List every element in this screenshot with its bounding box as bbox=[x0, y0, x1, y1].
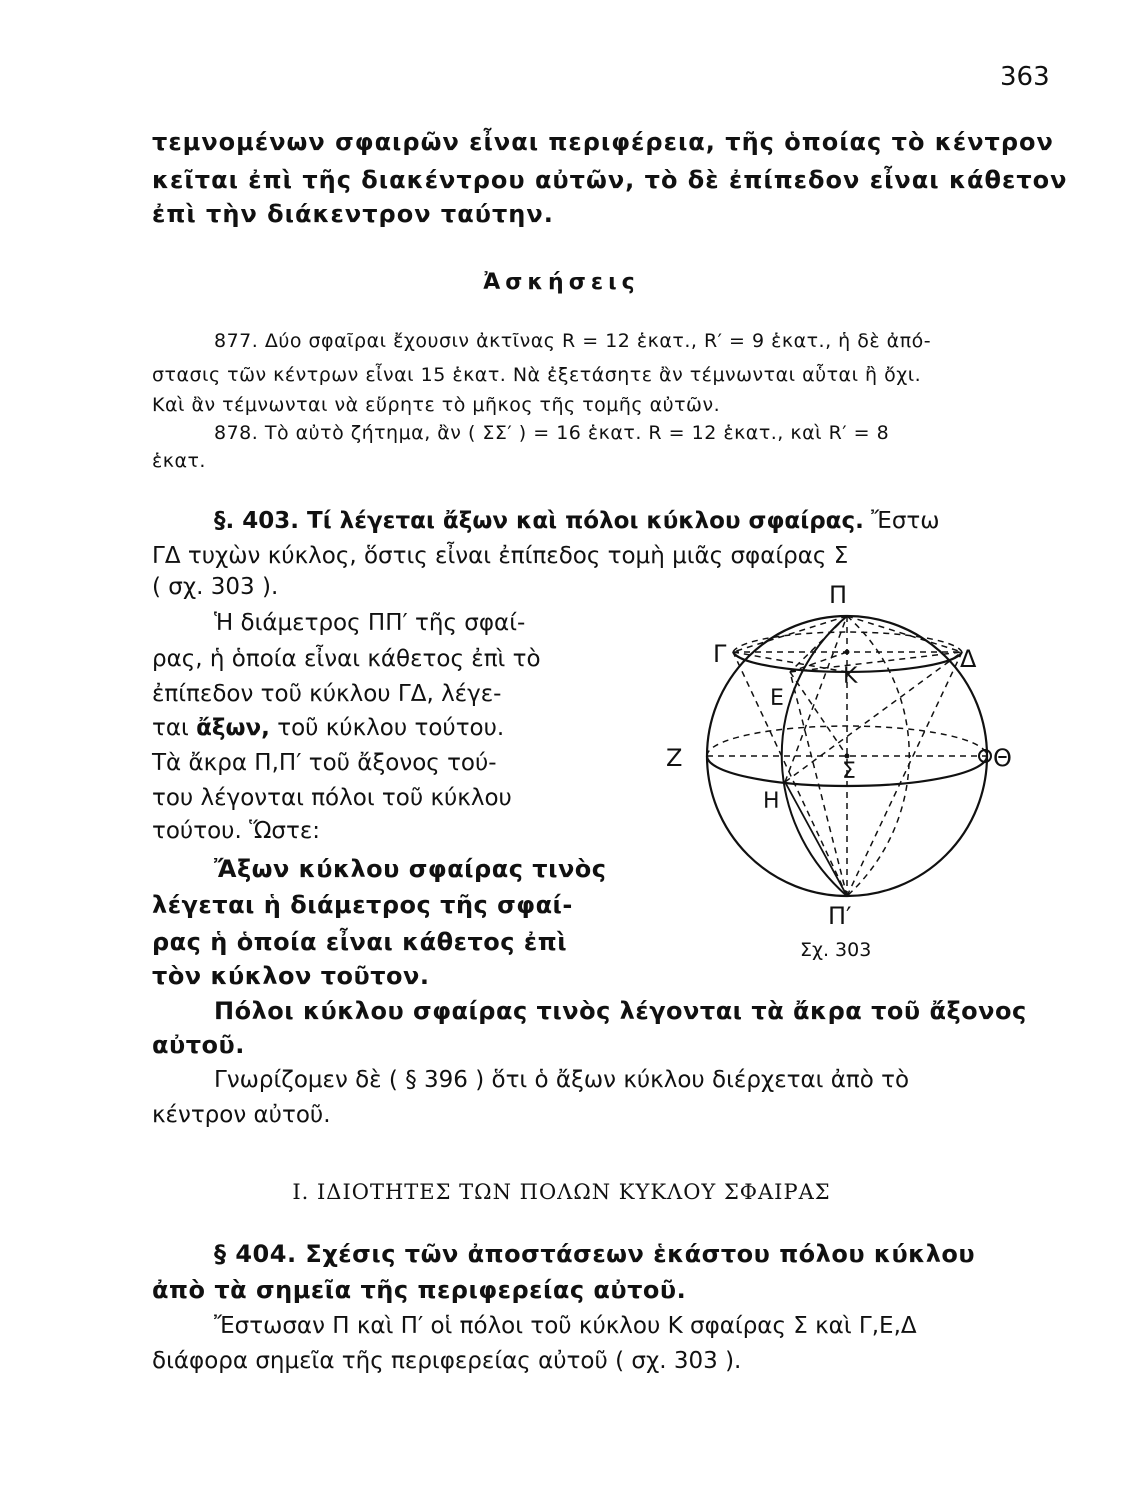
axis-definition-line-3: ρας ἡ ὁποία εἶναι κάθετος ἐπὶ bbox=[152, 928, 568, 956]
page-number: 363 bbox=[1000, 62, 1050, 92]
poles-definition-line-2: αὐτοῦ. bbox=[152, 1031, 245, 1059]
line-h-pp bbox=[785, 782, 847, 896]
label-p: Π bbox=[829, 581, 848, 609]
poles-definition-line-1: Πόλοι κύκλου σφαίρας τινὸς λέγονται τὰ ἄκρα τοῦ ἄξονος bbox=[214, 997, 1027, 1025]
exercise-877-line-1: 877. Δύο σφαῖραι ἔχουσιν ἀκτῖνας R = 12 ἑκατ., R′ = 9 ἑκατ., ἡ δὲ ἀπό- bbox=[214, 330, 932, 352]
intro-line-2: κεῖται ἐπὶ τῆς διακέντρου αὐτῶν, τὸ δὲ ἐπίπεδον εἶναι κάθετον bbox=[152, 166, 1068, 194]
exercise-877-line-3: Καὶ ἂν τέμνωνται νὰ εὕρητε τὸ μῆκος τῆς τομῆς αὐτῶν. bbox=[152, 394, 721, 416]
axis-definition-line-2: λέγεται ἡ διάμετρος τῆς σφαί- bbox=[152, 891, 573, 919]
label-h: Η bbox=[763, 789, 780, 814]
label-s: Σ bbox=[842, 759, 856, 784]
label-k: Κ bbox=[843, 664, 858, 689]
intro-line-3: ἐπὶ τὴν διάκεντρον ταύτην. bbox=[152, 200, 554, 228]
line-h-p bbox=[785, 616, 847, 782]
label-th: Θ bbox=[993, 744, 1012, 772]
section-404-heading-line-1: § 404. Σχέσις τῶν ἀποστάσεων ἑκάστου πόλου κύκλου bbox=[214, 1240, 976, 1268]
known-line-2: κέντρον αὐτοῦ. bbox=[152, 1102, 331, 1128]
line-e-d bbox=[790, 652, 962, 672]
center-k-point bbox=[845, 650, 850, 655]
exercise-878-line-1: 878. Τὸ αὐτὸ ζήτημα, ἂν ( ΣΣ′ ) = 16 ἑκατ. R = 12 ἑκατ., καὶ R′ = 8 bbox=[214, 422, 890, 444]
meridian-front bbox=[782, 616, 847, 896]
figure-caption: Σχ. 303 bbox=[800, 939, 872, 961]
section-403-heading: §. 403. Τί λέγεται ἄξων καὶ πόλοι κύκλου σφαίρας. bbox=[214, 508, 864, 534]
section-403-heading-tail: Ἔστω bbox=[871, 508, 940, 534]
label-p-prime: Π′ bbox=[828, 902, 852, 930]
axis-para-line-1: Ἡ διάμετρος ΠΠ′ τῆς σφαί- bbox=[214, 610, 526, 636]
section-403-line-2: ( σχ. 303 ). bbox=[152, 574, 279, 600]
axis-definition-line-1: Ἄξων κύκλου σφαίρας τινὸς bbox=[214, 855, 607, 883]
center-s-point bbox=[845, 754, 850, 759]
label-d: Δ bbox=[960, 645, 977, 673]
axis-para-line-5: Τὰ ἄκρα Π,Π′ τοῦ ἄξονος τού- bbox=[152, 750, 497, 776]
label-g: Γ bbox=[713, 640, 727, 668]
axis-definition-line-4: τὸν κύκλον τοῦτον. bbox=[152, 962, 430, 990]
section-404-heading-line-2: ἀπὸ τὰ σημεῖα τῆς περιφερείας αὐτοῦ. bbox=[152, 1276, 687, 1304]
line-pp-g bbox=[733, 652, 847, 896]
known-line-1: Γνωρίζομεν δὲ ( § 396 ) ὅτι ὁ ἄξων κύκλου διέρχεται ἀπὸ τὸ bbox=[214, 1067, 910, 1093]
section-403-heading-line bbox=[214, 508, 940, 534]
axis-term: ἄξων, bbox=[196, 715, 270, 741]
axis-para-line-7: τούτου. Ὥστε: bbox=[152, 818, 321, 844]
axis-para-line-4-pre: ται bbox=[152, 715, 189, 741]
label-z: Ζ bbox=[666, 744, 683, 772]
axis-para-line-4-post: τοῦ κύκλου τούτου. bbox=[277, 715, 505, 741]
chapter-heading: I. ΙΔΙΟΤΗΤΕΣ ΤΩΝ ΠΟΛΩΝ ΚΥΚΛΟΥ ΣΦΑΙΡΑΣ bbox=[292, 1180, 831, 1204]
line-pp-d bbox=[847, 652, 962, 896]
section-404-line-2: διάφορα σημεῖα τῆς περιφερείας αὐτοῦ ( σχ. 303 ). bbox=[152, 1348, 742, 1374]
figure-303-sphere bbox=[640, 575, 1040, 975]
section-404-line-1: Ἔστωσαν Π καὶ Π′ οἱ πόλοι τοῦ κύκλου Κ σφαίρας Σ καὶ Γ,Ε,Δ bbox=[214, 1313, 917, 1339]
axis-para-line-2: ρας, ἡ ὁποία εἶναι κάθετος ἐπὶ τὸ bbox=[152, 646, 541, 672]
intro-line-1: τεμνομένων σφαιρῶν εἶναι περιφέρεια, τῆς ὁποίας τὸ κέντρον bbox=[152, 128, 1054, 156]
axis-para-line-6: του λέγονται πόλοι τοῦ κύκλου bbox=[152, 785, 512, 811]
exercises-heading: Ἀσκήσεις bbox=[483, 270, 640, 295]
line-p-g bbox=[733, 616, 847, 652]
section-403-line-1: ΓΔ τυχὼν κύκλος, ὅστις εἶναι ἐπίπεδος τομὴ μιᾶς σφαίρας Σ bbox=[152, 543, 849, 569]
label-e: Ε bbox=[770, 686, 784, 711]
axis-para-line-4 bbox=[152, 715, 504, 741]
line-e-s bbox=[790, 672, 847, 756]
axis-para-line-3: ἐπίπεδον τοῦ κύκλου ΓΔ, λέγε- bbox=[152, 681, 502, 707]
exercise-877-line-2: στασις τῶν κέντρων εἶναι 15 ἑκατ. Νὰ ἐξετάσητε ἂν τέμνωνται αὗται ἢ ὄχι. bbox=[152, 364, 922, 386]
exercise-878-line-2: ἑκατ. bbox=[152, 450, 206, 472]
